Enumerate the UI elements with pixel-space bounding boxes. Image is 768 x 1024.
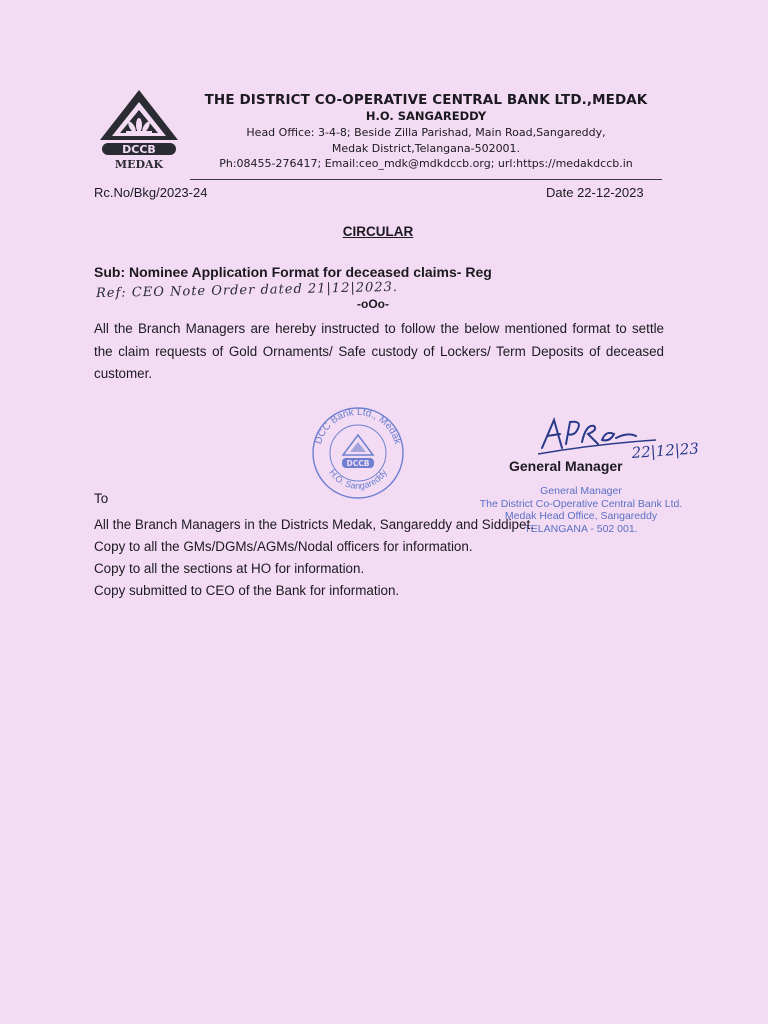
- recipient-line: All the Branch Managers in the Districts Medak, Sangareddy and Siddipet.: [94, 517, 534, 532]
- recipient-line: Copy to all the sections at HO for information.: [94, 561, 365, 576]
- separator: -oOo-: [357, 297, 389, 311]
- logo-text-top: DCCB: [122, 143, 156, 156]
- stamp-line-2: The District Co-Operative Central Bank Ltd.: [479, 497, 683, 510]
- body-paragraph: All the Branch Managers are hereby instructed to follow the below mentioned format to settle the claim requests of Gold Ornaments/ Safe custody of Lockers/ Term Deposits of deceased customer.: [94, 321, 664, 381]
- seal-center-text: DCCB: [346, 459, 370, 468]
- bank-name: THE DISTRICT CO-OPERATIVE CENTRAL BANK LTD.,MEDAK: [204, 92, 648, 108]
- stamp-line-1: General Manager: [540, 485, 622, 497]
- recipient-line: Copy to all the GMs/DGMs/AGMs/Nodal officers for information.: [94, 539, 473, 554]
- head-office-title: H.O. SANGAREDDY: [365, 109, 487, 123]
- bank-logo: [96, 88, 182, 172]
- to-label: To: [94, 491, 109, 506]
- stamp-line-3: Medak Head Office, Sangareddy: [504, 510, 658, 522]
- subject-line: Sub: Nominee Application Format for deceased claims- Reg: [94, 264, 492, 280]
- letterhead-divider: [190, 179, 662, 180]
- circular-date: Date 22-12-2023: [546, 185, 644, 200]
- logo-text-bottom: MEDAK: [114, 158, 164, 171]
- handwritten-reference: Ref: CEO Note Order dated 21|12|2023.: [95, 279, 399, 302]
- seal-bottom-text: H.O. Sangareddy: [327, 467, 389, 491]
- signature-date: 22|12|23: [631, 439, 700, 462]
- bank-seal: [303, 405, 413, 501]
- address-line-2: Medak District,Telangana-502001.: [331, 142, 521, 155]
- address-line-1: Head Office: 3-4-8; Beside Zilla Parishad, Main Road,Sangareddy,: [246, 126, 606, 139]
- document-heading: CIRCULAR: [342, 224, 414, 239]
- svg-text:H.O. Sangareddy: [327, 467, 389, 490]
- reference-number: Rc.No/Bkg/2023-24: [94, 185, 208, 200]
- recipient-line: Copy submitted to CEO of the Bank for information.: [94, 583, 400, 598]
- stamp-line-4: TELANGANA - 502 001.: [524, 522, 638, 535]
- signatory-title: General Manager: [509, 458, 623, 474]
- contact-line: Ph:08455-276417; Email:ceo_mdk@mdkdccb.org; url:https://medakdccb.in: [219, 157, 633, 170]
- seal-ring-text: DCC Bank Ltd., Medak: [313, 406, 403, 446]
- recipient-list: [94, 514, 534, 602]
- svg-text:DCC Bank Ltd., Medak: [313, 407, 403, 447]
